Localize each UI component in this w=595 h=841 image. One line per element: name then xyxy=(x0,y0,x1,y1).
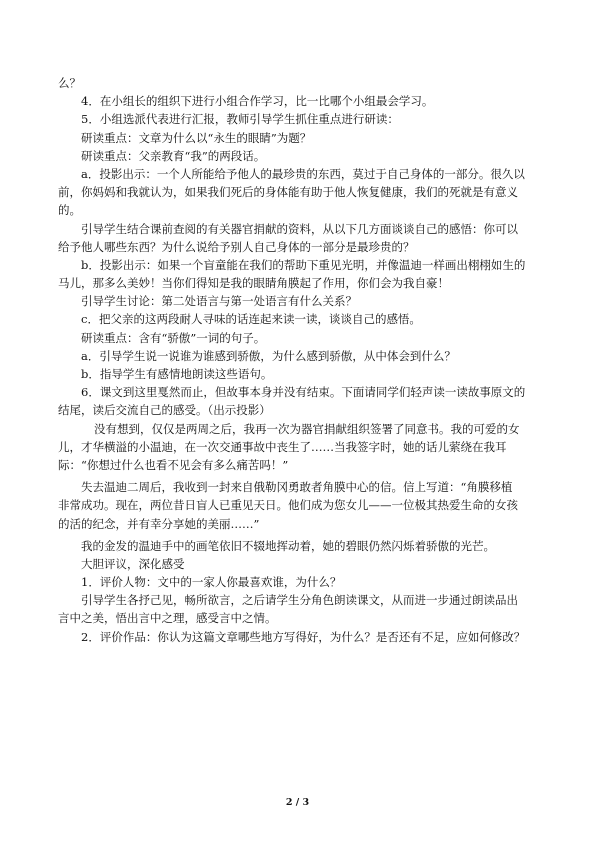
text-line: c．把父亲的这两段耐人寻味的话连起来读一读，谈谈自己的感悟。 xyxy=(81,312,421,327)
text-line: 研读重点：父亲教育“我”的两段话。 xyxy=(81,148,266,163)
text-line: 我的金发的温迪手中的画笔依旧不辍地挥动着，她的碧眼仍然闪烁着骄傲的光芒。 xyxy=(81,538,495,553)
document-body xyxy=(58,74,538,646)
text-line: b．指导学生有感情地朗读这些语句。 xyxy=(81,367,273,381)
text-line: 际：“你想过什么也看不见会有多么痛苦吗！” xyxy=(58,457,289,472)
page-number: 2 / 3 xyxy=(285,797,310,808)
text-line: 非常成功。现在，两位昔日盲人已重见天日。他们成为您女儿——一位极其热爱生命的女孩 xyxy=(58,498,518,513)
text-line: 给予他人哪些东西？为什么说给予别人自己身体的一部分是最珍贵的？ xyxy=(58,239,415,254)
text-line: 2．评价作品：你认为这篇文章哪些地方写得好，为什么？是否还有不足，应如何修改？ xyxy=(81,629,526,644)
text-line: 儿，才华横溢的小温迪，在一次交通事故中丧生了……当我签字时，她的话儿萦绕在我耳 xyxy=(58,439,507,454)
text-line: 前，你妈妈和我就认为，如果我们死后的身体能有助于他人恢复健康，我们的死就是有意义 xyxy=(58,185,518,200)
text-line: 6．课文到这里戛然而止，但故事本身并没有结束。下面请同学们轻声读一读故事原文的 xyxy=(81,385,526,400)
text-line: 1．评价人物：文中的一家人你最喜欢谁，为什么？ xyxy=(81,575,342,590)
text-line: 研读重点：文章为什么以“永生的眼睛”为题？ xyxy=(81,130,312,145)
text-line: 研读重点：含有“骄傲”一词的句子。 xyxy=(81,330,266,345)
text-line: 结尾，读后交流自己的感受。（出示投影） xyxy=(58,403,271,418)
text-line: 4．在小组长的组织下进行小组合作学习，比一比哪个小组最会学习。 xyxy=(81,94,434,109)
text-line: 引导学生结合课前查阅的有关器官捐献的资料，从以下几方面谈谈自己的感悟：你可以 xyxy=(81,221,518,236)
text-line: 马儿，那多么美妙！当你们得知是我的眼睛角膜起了作用，你们会为我自豪！ xyxy=(58,276,449,291)
text-line: a．投影出示：一个人所能给予他人的最珍贵的东西，莫过于自己身体的一部分。很久以 xyxy=(81,166,525,181)
text-line: 5．小组选派代表进行汇报，教师引导学生抓住重点进行研读： xyxy=(81,112,399,127)
text-line: a．引导学生说一说谁为谁感到骄傲，为什么感到骄傲，从中体会到什么？ xyxy=(81,348,456,363)
text-line: 失去温迪二周后，我收到一封来自俄勒冈勇敢者角膜中心的信。信上写道：“角膜移植 xyxy=(81,480,513,495)
text-line: b．投影出示：如果一个盲童能在我们的帮助下重见光明，并像温迪一样画出栩栩如生的 xyxy=(81,257,526,272)
text-line: 么？ xyxy=(58,76,81,90)
text-line: 引导学生讨论：第二处语言与第一处语言有什么关系？ xyxy=(81,294,357,309)
text-line: 大胆评议，深化感受 xyxy=(81,556,185,571)
text-line: 的活的纪念，并有幸分享她的美丽……” xyxy=(58,516,260,531)
text-line: 引导学生各抒己见，畅所欲言，之后请学生分角色朗读课文，从而进一步通过朗读品出 xyxy=(81,593,518,608)
text-line: 没有想到，仅仅是两周之后，我再一次为器官捐献组织签署了同意书。我的可爱的女 xyxy=(94,421,520,436)
text-line: 的。 xyxy=(58,203,81,218)
text-line: 言中之美，悟出言中之理，感受言中之情。 xyxy=(58,611,277,626)
